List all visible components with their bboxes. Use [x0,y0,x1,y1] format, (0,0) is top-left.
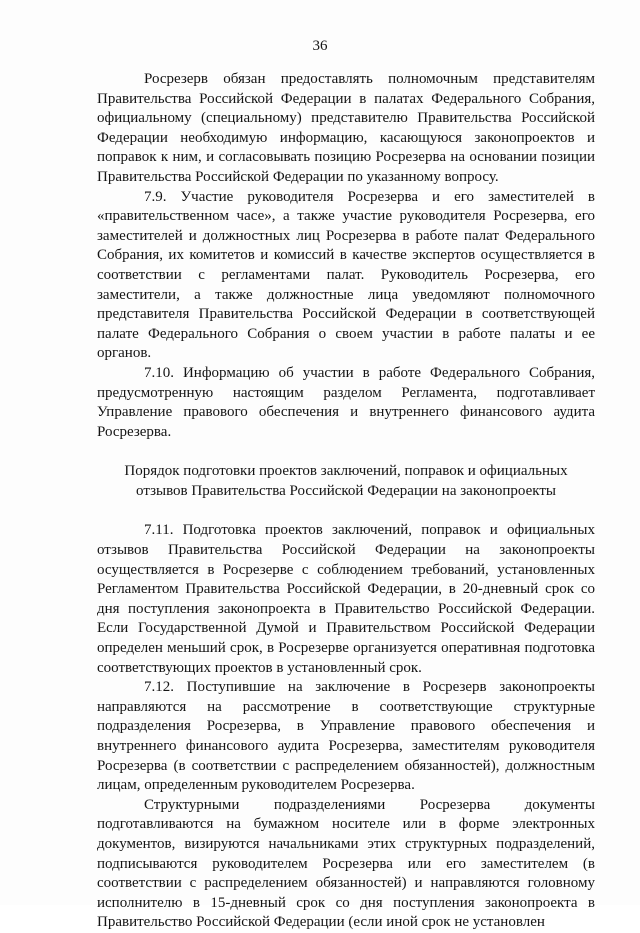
paragraph-reserve-obligation: Росрезерв обязан предоставлять полномочным представителям Правительства Российской Федерации в палатах Федерального Собрания, официальному (специальному) представителю Правительства Российской Федерации необходимую информацию, касающуюся законопроектов и поправок к ним, и согласовывать позицию Росрезерва на основании позиции Правительства Российской Федерации по указанному вопросу. [97,71,595,185]
paragraph-7-10: 7.10. Информацию об участии в работе Федерального Собрания, предусмотренную настоящим разделом Регламента, подготавливает Управление правового обеспечения и внутреннего финансового аудита Росрезерва. [97,364,595,440]
paragraph-7-12: 7.12. Поступившие на заключение в Росрезерв законопроекты направляются на рассмотрение в соответствующие структурные подразделения Росрезерва, в Управление правового обеспечения и внутреннего финансового аудита Росрезерва, заместителям руководителя Росрезерва (в соответствии с распределением обязанностей), должностным лицам, определенным руководителем Росрезерва. [97,679,595,794]
paragraph-structural-units: Структурными подразделениями Росрезерва документы подготавливаются на бумажном носителе или в форме электронных документов, визируются начальниками этих структурных подразделений, подписываются руководителем Росрезерва или его заместителем (в соответствии с распределением обязанностей) и направляются головному исполнителю в 15-дневный срок со дня поступления законопроекта в Правительство Российской Федерации (если иной срок не установлен [97,796,595,931]
paragraph-7-11: 7.11. Подготовка проектов заключений, поправок и официальных отзывов Правительства Российской Федерации на законопроекты осуществляется в Росрезерве с соблюдением требований, установленных Регламентом Правительства Российской Федерации, в 20-дневный срок со дня поступления законопроекта в Правительство Российской Федерации. Если Государственной Думой и Правительством Российской Федерации определен меньший срок, в Росрезерве организуется оперативная подготовка соответствующих проектов в установленный срок. [97,522,595,676]
page-number: 36 [312,38,328,54]
section-heading-line-2: отзывов Правительства Российской Федерации на законопроекты [136,482,556,499]
document-body [97,70,595,933]
section-heading [97,462,595,501]
section-heading-line-1: Порядок подготовки проектов заключений, поправок и официальных [124,463,568,480]
paragraph-7-9: 7.9. Участие руководителя Росрезерва и его заместителей в «правительственном часе», а также участие руководителя Росрезерва, его заместителей и должностных лиц Росрезерва в работе палат Федерального Собрания, их комитетов и комиссий в качестве экспертов осуществляется в соответствии с регламентами палат. Руководитель Росрезерва, его заместители, а также должностные лица уведомляют полномочного представителя Правительства Российской Федерации в соответствующей палате Федерального Собрания о своем участии в работе палаты и ее органов. [97,188,595,362]
